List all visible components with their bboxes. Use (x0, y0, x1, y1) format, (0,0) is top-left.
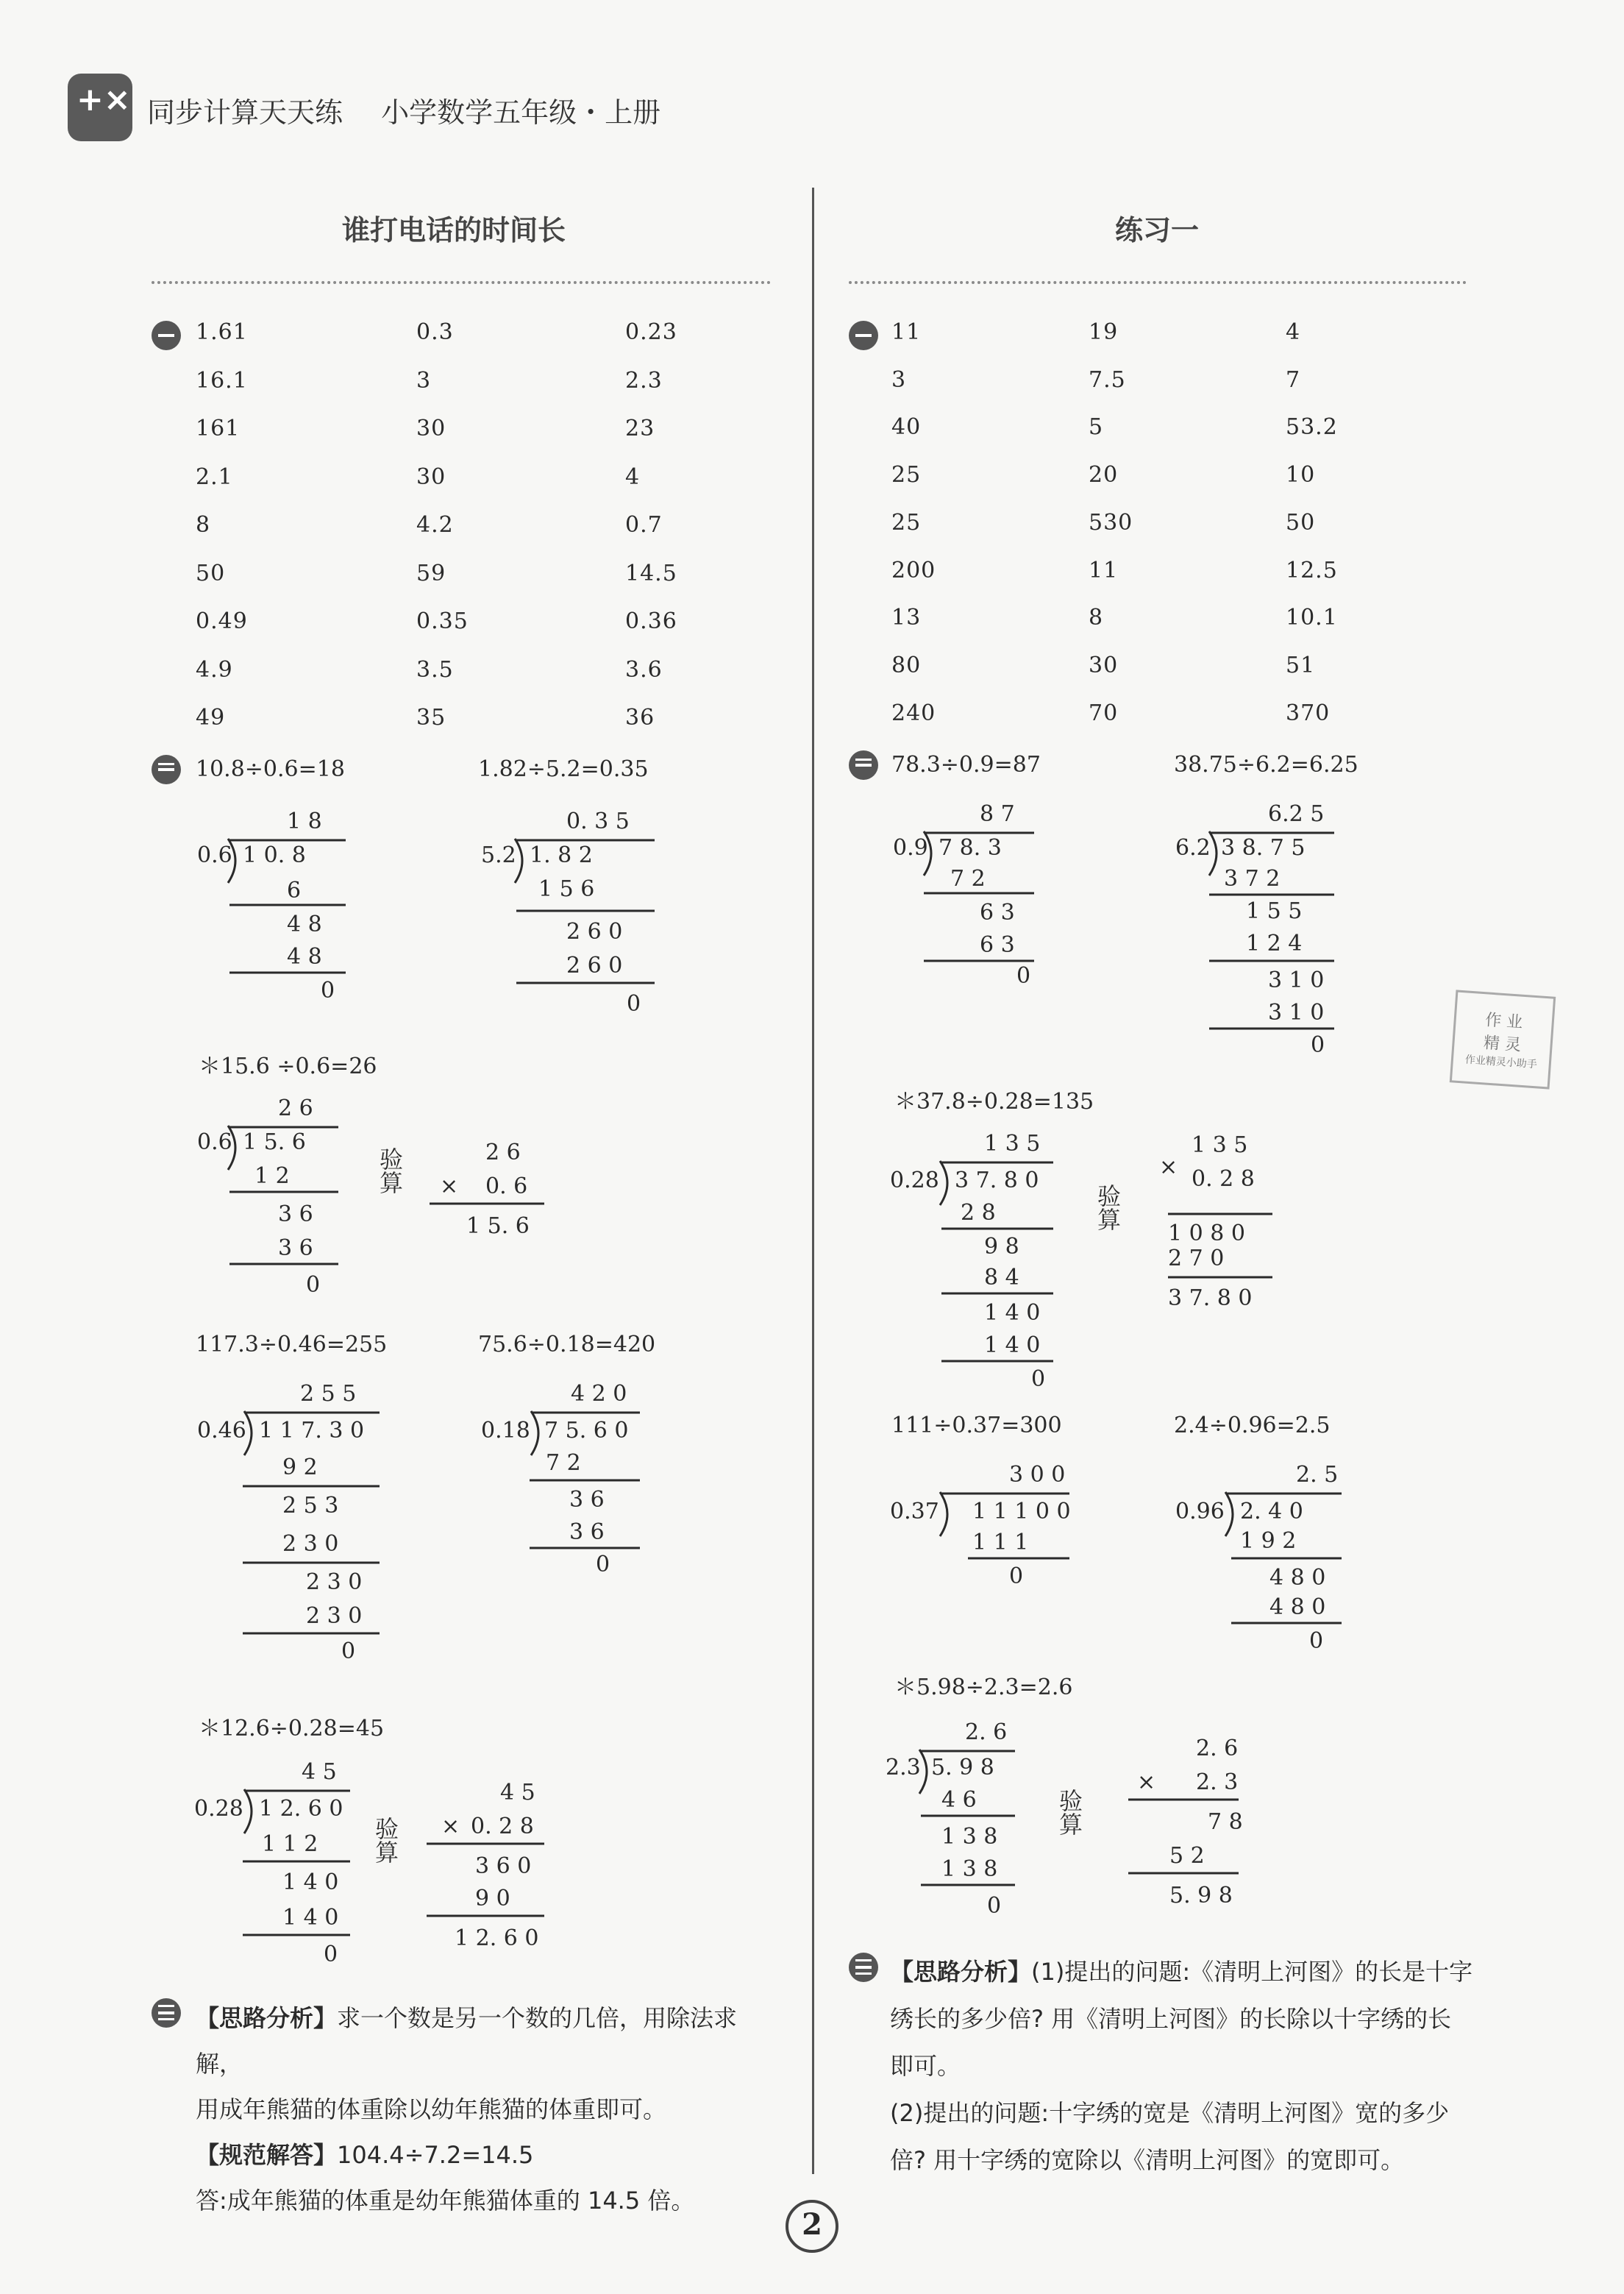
svg-text:3 7. 8 0: 3 7. 8 0 (955, 1168, 1039, 1193)
long-division-1-82 (478, 802, 662, 1023)
series-logo: +× (68, 74, 132, 141)
long-division-75-6 (478, 1376, 655, 1574)
left-answer-r4-c1: 2.1 (196, 464, 233, 490)
column-divider (812, 188, 814, 2174)
left-answer-r9-c2: 35 (416, 705, 446, 731)
svg-text:1 3 8: 1 3 8 (941, 1856, 998, 1882)
svg-text:3 6: 3 6 (278, 1235, 313, 1261)
svg-text:1 3 8: 1 3 8 (941, 1824, 998, 1850)
left-answer-r9-c1: 49 (196, 705, 226, 731)
svg-text:0. 2 8: 0. 2 8 (1192, 1166, 1255, 1192)
eq-15-6-div-0-6: ＊15.6 ÷0.6=26 (199, 1054, 377, 1079)
svg-text:1 9 2: 1 9 2 (1240, 1528, 1297, 1554)
svg-text:1. 8 2: 1. 8 2 (530, 842, 593, 868)
svg-text:4 5: 4 5 (500, 1780, 535, 1805)
analysis-line2: 用成年熊猫的体重除以幼年熊猫的体重即可。 (196, 2095, 667, 2123)
right-section-title: 练习一 (1115, 214, 1200, 246)
right-part-two-badge (849, 750, 878, 780)
svg-text:1 5 6: 1 5 6 (538, 876, 595, 902)
long-division-38-75 (1172, 795, 1342, 1059)
svg-text:1 2 4: 1 2 4 (1246, 931, 1303, 956)
svg-text:2 6 0: 2 6 0 (566, 919, 623, 945)
right-answer-r4-c1: 25 (891, 462, 922, 489)
left-answer-r4-c2: 30 (416, 464, 446, 490)
eq-38-75-div-6-2: 38.75÷6.2=6.25 (1174, 752, 1358, 778)
svg-text:7 5. 6 0: 7 5. 6 0 (544, 1418, 629, 1443)
svg-text:6 3: 6 3 (980, 932, 1015, 958)
long-division-2-4 (1172, 1457, 1349, 1655)
svg-text:2. 4 0: 2. 4 0 (1240, 1499, 1303, 1524)
svg-text:1 5. 6: 1 5. 6 (243, 1129, 306, 1155)
svg-text:3 6: 3 6 (278, 1201, 313, 1227)
check-label-3: 验 算 (1097, 1182, 1122, 1234)
eq-75-6-div-0-18: 75.6÷0.18=420 (478, 1332, 656, 1357)
svg-text:2 3 0: 2 3 0 (306, 1603, 363, 1629)
svg-text:2 8: 2 8 (961, 1200, 996, 1226)
svg-text:0.46: 0.46 (197, 1418, 246, 1443)
svg-text:4 8 0: 4 8 0 (1269, 1565, 1326, 1591)
right-answer-r6-c3: 12.5 (1286, 557, 1338, 583)
svg-text:0: 0 (321, 978, 335, 1001)
svg-text:×: × (440, 1173, 459, 1199)
right-answer-r4-c3: 10 (1286, 462, 1316, 489)
svg-text:3 6: 3 6 (569, 1487, 605, 1513)
eq-111-div-0-37: 111÷0.37=300 (891, 1413, 1062, 1438)
answer-equation: 104.4÷7.2=14.5 (337, 2141, 534, 2169)
svg-text:7 2: 7 2 (546, 1450, 581, 1476)
part-one-badge (152, 321, 181, 350)
svg-text:9 2: 9 2 (282, 1455, 318, 1480)
svg-text:0: 0 (1016, 963, 1031, 986)
svg-text:×: × (441, 1814, 460, 1839)
svg-text:2 5 3: 2 5 3 (282, 1493, 339, 1519)
left-part3-text (196, 1995, 784, 2223)
long-division-5-98 (883, 1714, 1044, 1935)
svg-text:2 5 5: 2 5 5 (300, 1381, 357, 1407)
long-division-10-8 (191, 802, 353, 1001)
left-answer-r8-c3: 3.6 (625, 656, 663, 683)
check-label-1: 验 算 (380, 1146, 404, 1197)
right-answer-r8-c2: 30 (1089, 652, 1119, 678)
right-answer-r9-c3: 370 (1286, 700, 1331, 726)
svg-text:1 5. 6: 1 5. 6 (466, 1213, 530, 1239)
svg-text:1 0. 8: 1 0. 8 (243, 842, 306, 868)
eq-10-8-div-0-6: 10.8÷0.6=18 (196, 756, 345, 782)
svg-text:6.2: 6.2 (1175, 835, 1211, 861)
svg-text:2. 6: 2. 6 (965, 1719, 1008, 1745)
eq-12-6-div-0-28: ＊12.6÷0.28=45 (199, 1716, 385, 1741)
svg-text:5. 9 8: 5. 9 8 (1169, 1883, 1233, 1908)
right-analysis-line2: 绣长的多少倍? 用《清明上河图》的长除以十字绣的长 (890, 2005, 1452, 2033)
svg-text:3 8. 7 5: 3 8. 7 5 (1221, 835, 1306, 861)
part-three-badge (152, 1998, 181, 2028)
right-analysis-line5: 倍? 用十字绣的宽除以《清明上河图》的宽即可。 (890, 2146, 1405, 2174)
svg-text:0: 0 (596, 1552, 610, 1574)
right-answer-r8-c1: 80 (891, 652, 922, 678)
left-answer-r3-c1: 161 (196, 416, 241, 441)
right-answer-r5-c1: 25 (891, 509, 922, 536)
svg-text:2 6 0: 2 6 0 (566, 953, 623, 979)
right-dotted-divider (849, 281, 1467, 284)
svg-text:0: 0 (627, 991, 641, 1017)
right-analysis-line1: (1)提出的问题:《清明上河图》的长是十字 (1031, 1958, 1473, 1986)
svg-text:2. 3: 2. 3 (1196, 1769, 1239, 1795)
right-answer-r2-c3: 7 (1286, 366, 1301, 393)
svg-text:0. 2 8: 0. 2 8 (471, 1814, 534, 1839)
svg-text:1 5 5: 1 5 5 (1246, 898, 1303, 924)
long-division-111 (887, 1457, 1078, 1604)
svg-text:1 3 5: 1 3 5 (1192, 1132, 1248, 1158)
svg-text:3 7. 8 0: 3 7. 8 0 (1168, 1285, 1253, 1310)
svg-text:8 7: 8 7 (980, 801, 1015, 827)
stamp-graphic: 作 业 精 灵 作业精灵小助手 (1450, 990, 1556, 1089)
right-answer-r6-c2: 11 (1089, 557, 1119, 583)
right-answer-r1-c1: 11 (891, 319, 922, 345)
svg-text:2 3 0: 2 3 0 (282, 1531, 339, 1557)
svg-text:2. 6: 2. 6 (1196, 1736, 1239, 1761)
svg-text:4 6: 4 6 (941, 1787, 977, 1813)
svg-text:4 8 0: 4 8 0 (1269, 1594, 1326, 1620)
right-answer-r7-c1: 13 (891, 605, 922, 631)
right-answer-r1-c2: 19 (1089, 319, 1119, 345)
svg-text:1 1 2: 1 1 2 (262, 1831, 318, 1857)
svg-text:3 7 2: 3 7 2 (1224, 866, 1281, 892)
long-division-12-6 (191, 1754, 368, 1975)
multiplication-check-2-6 (1125, 1729, 1258, 1920)
left-answer-r5-c3: 0.7 (625, 512, 663, 538)
left-answer-r6-c2: 59 (416, 560, 446, 586)
right-answer-r8-c3: 51 (1286, 652, 1316, 678)
svg-text:0.6: 0.6 (197, 842, 232, 868)
part-two-badge (152, 755, 181, 784)
svg-text:7 2: 7 2 (950, 866, 986, 892)
right-answer-r5-c2: 530 (1089, 509, 1133, 536)
svg-text:0.28: 0.28 (194, 1796, 243, 1822)
page-number: 2 (786, 2200, 838, 2253)
eq-117-3-div-0-46: 117.3÷0.46=255 (196, 1332, 388, 1357)
right-answer-r2-c1: 3 (891, 366, 907, 393)
svg-text:0.96: 0.96 (1175, 1499, 1225, 1524)
left-answer-r2-c3: 2.3 (625, 367, 663, 394)
right-answer-r7-c2: 8 (1089, 605, 1104, 631)
svg-text:0.28: 0.28 (890, 1168, 939, 1193)
svg-text:1 1 1 0 0: 1 1 1 0 0 (972, 1499, 1071, 1524)
right-answer-r7-c3: 10.1 (1286, 605, 1338, 631)
left-section-title: 谁打电话的时间长 (342, 214, 566, 246)
left-answer-r6-c3: 14.5 (625, 560, 677, 586)
svg-text:4 5: 4 5 (302, 1759, 337, 1785)
right-answer-r9-c2: 70 (1089, 700, 1119, 726)
answer-conclusion: 答:成年熊猫的体重是幼年熊猫体重的 14.5 倍。 (196, 2187, 695, 2215)
svg-text:2 6: 2 6 (485, 1140, 521, 1165)
right-answer-r2-c2: 7.5 (1089, 366, 1126, 393)
svg-text:7 8. 3: 7 8. 3 (939, 835, 1002, 861)
left-answer-r1-c1: 1.61 (196, 319, 248, 345)
right-answer-r1-c3: 4 (1286, 319, 1301, 345)
svg-text:0: 0 (987, 1893, 1002, 1919)
svg-text:×: × (1159, 1154, 1178, 1180)
long-division-37-8 (887, 1126, 1064, 1398)
long-division-15-6 (191, 1089, 368, 1310)
svg-text:3 6: 3 6 (569, 1519, 605, 1545)
svg-text:5. 9 8: 5. 9 8 (931, 1755, 994, 1780)
svg-text:1 1 1: 1 1 1 (972, 1530, 1029, 1555)
svg-text:6: 6 (287, 878, 302, 903)
right-answer-r3-c1: 40 (891, 414, 922, 441)
right-answer-r5-c3: 50 (1286, 509, 1316, 536)
svg-text:3 1 0: 3 1 0 (1268, 1000, 1325, 1026)
svg-text:8 4: 8 4 (984, 1265, 1019, 1290)
svg-text:9 8: 9 8 (984, 1234, 1019, 1260)
long-division-78-3 (887, 795, 1049, 986)
left-answer-r3-c2: 30 (416, 416, 446, 441)
svg-text:1 2. 6 0: 1 2. 6 0 (259, 1796, 343, 1822)
left-answer-r3-c3: 23 (625, 416, 655, 441)
svg-text:0: 0 (306, 1272, 321, 1298)
svg-text:3 1 0: 3 1 0 (1268, 967, 1325, 993)
right-analysis-line3: 即可。 (890, 2052, 961, 2080)
multiplication-check-45 (424, 1773, 556, 1964)
svg-text:3 0 0: 3 0 0 (1009, 1462, 1066, 1488)
right-answer-r4-c2: 20 (1089, 462, 1119, 489)
left-answer-r9-c3: 36 (625, 705, 655, 731)
right-part3-text (890, 1948, 1478, 2184)
svg-text:1 1 7. 3 0: 1 1 7. 3 0 (259, 1418, 365, 1443)
right-answer-r9-c1: 240 (891, 700, 936, 726)
left-answer-r1-c2: 0.3 (416, 319, 454, 345)
check-label-4: 验 算 (1059, 1787, 1083, 1839)
left-answer-r2-c1: 16.1 (196, 367, 248, 394)
svg-text:0. 6: 0. 6 (485, 1173, 528, 1199)
svg-text:2 3 0: 2 3 0 (306, 1569, 363, 1595)
svg-text:0: 0 (1311, 1032, 1325, 1058)
eq-2-4-div-0-96: 2.4÷0.96=2.5 (1174, 1413, 1331, 1438)
left-answer-r5-c1: 8 (196, 512, 211, 538)
svg-text:2 6: 2 6 (278, 1095, 313, 1121)
svg-text:1 4 0: 1 4 0 (282, 1905, 339, 1931)
left-answer-r8-c2: 3.5 (416, 656, 454, 683)
eq-5-98-div-2-3: ＊5.98÷2.3=2.6 (894, 1675, 1073, 1700)
multiplication-check-135 (1147, 1126, 1287, 1310)
right-analysis-label: 【思路分析】 (890, 1958, 1032, 1986)
svg-text:4 8: 4 8 (287, 944, 322, 970)
svg-text:9 0: 9 0 (475, 1886, 510, 1911)
right-answer-r6-c1: 200 (891, 557, 936, 583)
analysis-label: 【思路分析】 (196, 2004, 338, 2032)
svg-text:3 6 0: 3 6 0 (475, 1853, 532, 1879)
svg-text:1 3 5: 1 3 5 (984, 1131, 1041, 1157)
svg-text:6 3: 6 3 (980, 900, 1015, 926)
left-answer-r1-c3: 0.23 (625, 319, 677, 345)
svg-text:4 2 0: 4 2 0 (571, 1381, 627, 1407)
header-title (147, 90, 690, 130)
svg-text:2 7 0: 2 7 0 (1168, 1246, 1225, 1271)
svg-text:1 8: 1 8 (287, 809, 322, 834)
svg-text:2.3: 2.3 (886, 1755, 921, 1780)
svg-text:0: 0 (1009, 1563, 1024, 1589)
svg-text:1 2. 6 0: 1 2. 6 0 (455, 1925, 539, 1951)
left-answer-r5-c2: 4.2 (416, 512, 454, 538)
svg-text:0: 0 (1309, 1628, 1324, 1654)
right-part-three-badge (849, 1953, 878, 1982)
right-analysis-line4: (2)提出的问题:十字绣的宽是《清明上河图》宽的多少 (890, 2099, 1450, 2127)
svg-text:0.18: 0.18 (481, 1418, 530, 1443)
left-answer-r7-c2: 0.35 (416, 608, 469, 634)
analysis-line1: 求一个数是另一个数的几倍，用除法求解， (196, 2004, 738, 2078)
left-dotted-divider (152, 281, 771, 284)
svg-text:5 2: 5 2 (1169, 1843, 1205, 1869)
series-name: 同步计算天天练 (147, 96, 343, 129)
svg-text:1 4 0: 1 4 0 (282, 1869, 339, 1895)
svg-text:5.2: 5.2 (481, 842, 516, 868)
right-answer-r3-c2: 5 (1089, 414, 1104, 441)
subject-name: 小学数学五年级・上册 (381, 96, 661, 129)
svg-text:1 4 0: 1 4 0 (984, 1332, 1041, 1358)
svg-text:×: × (1137, 1769, 1156, 1795)
svg-text:0.37: 0.37 (890, 1499, 939, 1524)
svg-text:0.9: 0.9 (893, 835, 928, 861)
svg-text:6.2 5: 6.2 5 (1268, 801, 1325, 827)
svg-text:0: 0 (324, 1942, 338, 1967)
answer-label: 【规范解答】 (196, 2141, 338, 2169)
svg-text:0: 0 (1031, 1366, 1046, 1392)
svg-text:0.6: 0.6 (197, 1129, 232, 1155)
eq-1-82-div-5-2: 1.82÷5.2=0.35 (478, 756, 649, 782)
right-answer-r3-c3: 53.2 (1286, 414, 1338, 441)
left-answer-r6-c1: 50 (196, 560, 226, 586)
svg-text:1 4 0: 1 4 0 (984, 1300, 1041, 1326)
left-answer-r2-c2: 3 (416, 367, 432, 394)
svg-text:1 0 8 0: 1 0 8 0 (1168, 1221, 1245, 1246)
left-answer-r7-c3: 0.36 (625, 608, 677, 634)
multiplication-check-26 (427, 1133, 559, 1251)
svg-text:2. 5: 2. 5 (1296, 1462, 1339, 1488)
svg-text:0. 3 5: 0. 3 5 (566, 809, 630, 834)
left-answer-r4-c3: 4 (625, 464, 641, 490)
right-part-one-badge (849, 321, 878, 350)
eq-78-3-div-0-9: 78.3÷0.9=87 (891, 752, 1041, 778)
svg-text:4 8: 4 8 (287, 912, 322, 937)
long-division-117-3 (191, 1376, 390, 1685)
svg-text:7 8: 7 8 (1208, 1809, 1243, 1835)
check-label-2: 验 算 (375, 1815, 399, 1867)
eq-37-8-div-0-28: ＊37.8÷0.28=135 (894, 1089, 1094, 1115)
svg-text:1 2: 1 2 (254, 1163, 290, 1189)
left-answer-r8-c1: 4.9 (196, 656, 233, 683)
left-answer-r7-c1: 0.49 (196, 608, 248, 634)
svg-text:0: 0 (341, 1638, 356, 1664)
